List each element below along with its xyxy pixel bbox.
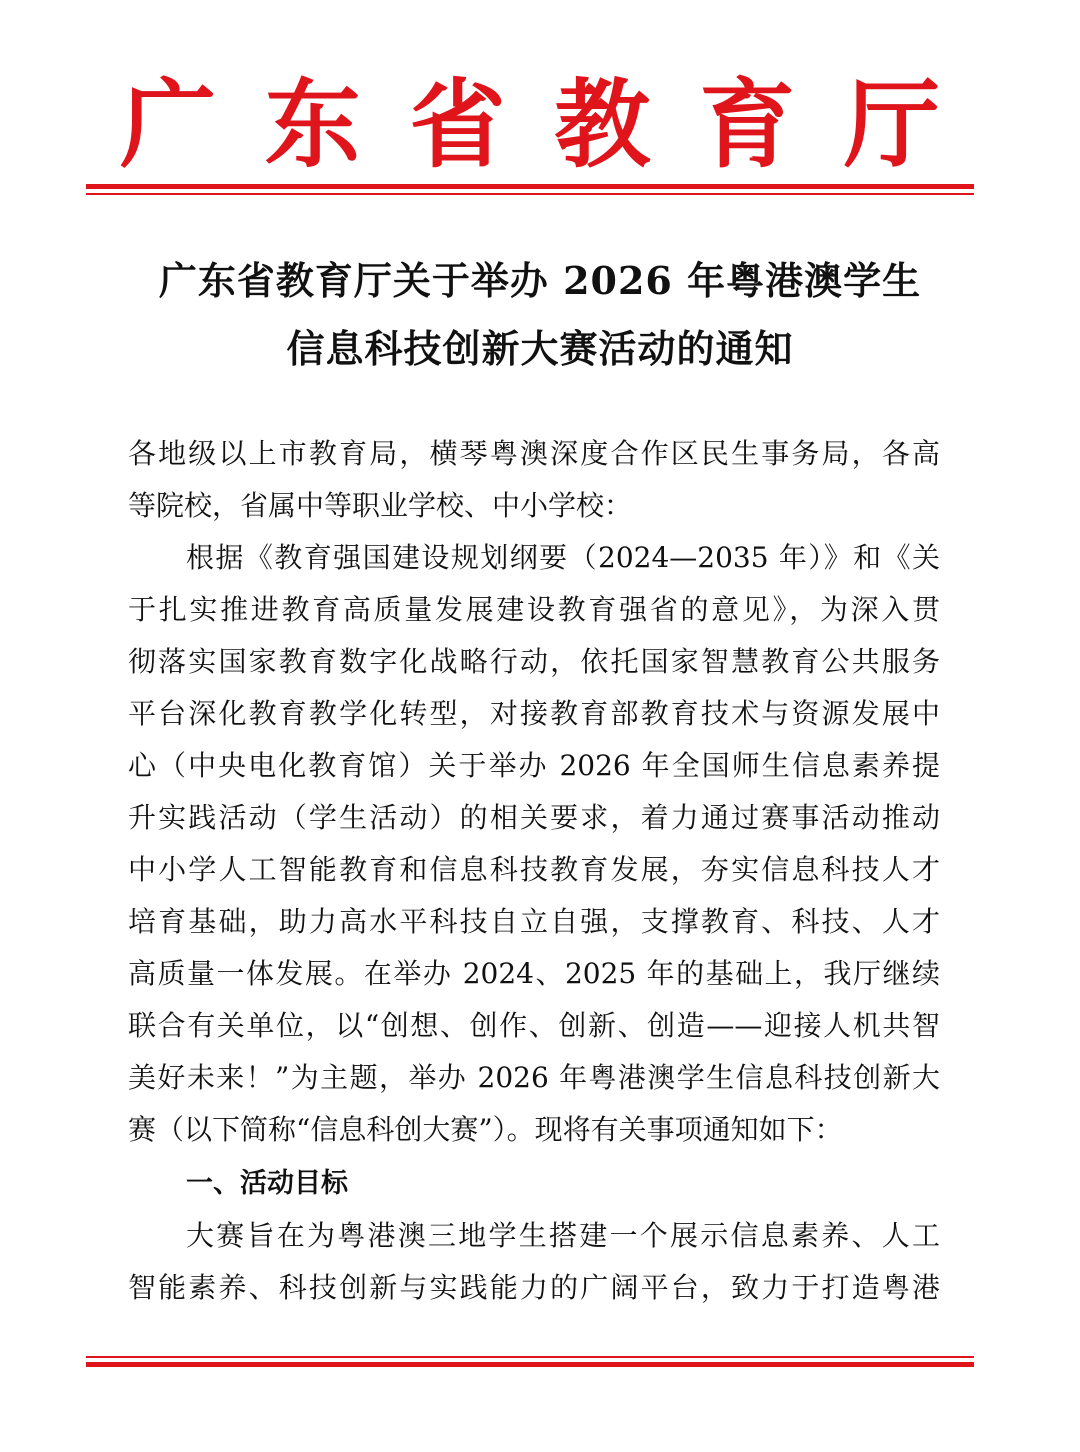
body-line: 培育基础，助力高水平科技自立自强，支撑教育、科技、人才 <box>128 905 940 938</box>
body-line: 各地级以上市教育局，横琴粤澳深度合作区民生事务局，各高 <box>128 437 940 470</box>
body-line: 联合有关单位，以“创想、创作、创新、创造——迎接人机共智 <box>128 1009 940 1042</box>
body-line: 大赛旨在为粤港澳三地学生搭建一个展示信息素养、人工 <box>186 1219 940 1252</box>
body-line: 等院校，省属中等职业学校、中小学校： <box>128 489 633 522</box>
body-line: 高质量一体发展。在举办 2024、2025 年的基础上，我厅继续 <box>128 957 940 990</box>
letterhead-char: 广 <box>120 68 216 181</box>
header-divider-thick <box>86 184 974 189</box>
letterhead <box>120 70 940 180</box>
section-heading: 一、活动目标 <box>186 1168 348 1199</box>
letterhead-char: 省 <box>409 68 506 181</box>
body-line: 美好未来！”为主题，举办 2026 年粤港澳学生信息科技创新大 <box>128 1061 940 1094</box>
footer-divider-thick <box>86 1362 974 1367</box>
document-title-line-1: 广东省教育厅关于举办 2026 年粤港澳学生 <box>158 258 922 303</box>
footer-divider-thin <box>86 1356 974 1358</box>
letterhead-char: 教 <box>554 68 651 181</box>
letterhead-char: 育 <box>699 68 796 181</box>
body-line: 彻落实国家教育数字化战略行动，依托国家智慧教育公共服务 <box>128 645 940 678</box>
body-line: 中小学人工智能教育和信息科技教育发展，夯实信息科技人才 <box>128 853 940 886</box>
letterhead-char: 东 <box>264 68 361 181</box>
body-line: 升实践活动（学生活动）的相关要求，着力通过赛事活动推动 <box>128 801 940 834</box>
body-line: 于扎实推进教育高质量发展建设教育强省的意见》，为深入贯 <box>128 593 940 626</box>
body-line: 智能素养、科技创新与实践能力的广阔平台，致力于打造粤港 <box>128 1271 940 1304</box>
letterhead-char: 厅 <box>843 68 940 181</box>
document-title-line-2: 信息科技创新大赛活动的通知 <box>286 326 794 371</box>
header-divider-thin <box>86 193 974 195</box>
body-line: 平台深化教育教学化转型，对接教育部教育技术与资源发展中 <box>128 697 940 730</box>
body-line: 根据《教育强国建设规划纲要（2024—2035 年）》和《关 <box>186 541 940 574</box>
body-line: 赛（以下简称“信息科创大赛”）。现将有关事项通知如下： <box>128 1113 843 1146</box>
body-line: 心（中央电化教育馆）关于举办 2026 年全国师生信息素养提 <box>128 749 940 782</box>
